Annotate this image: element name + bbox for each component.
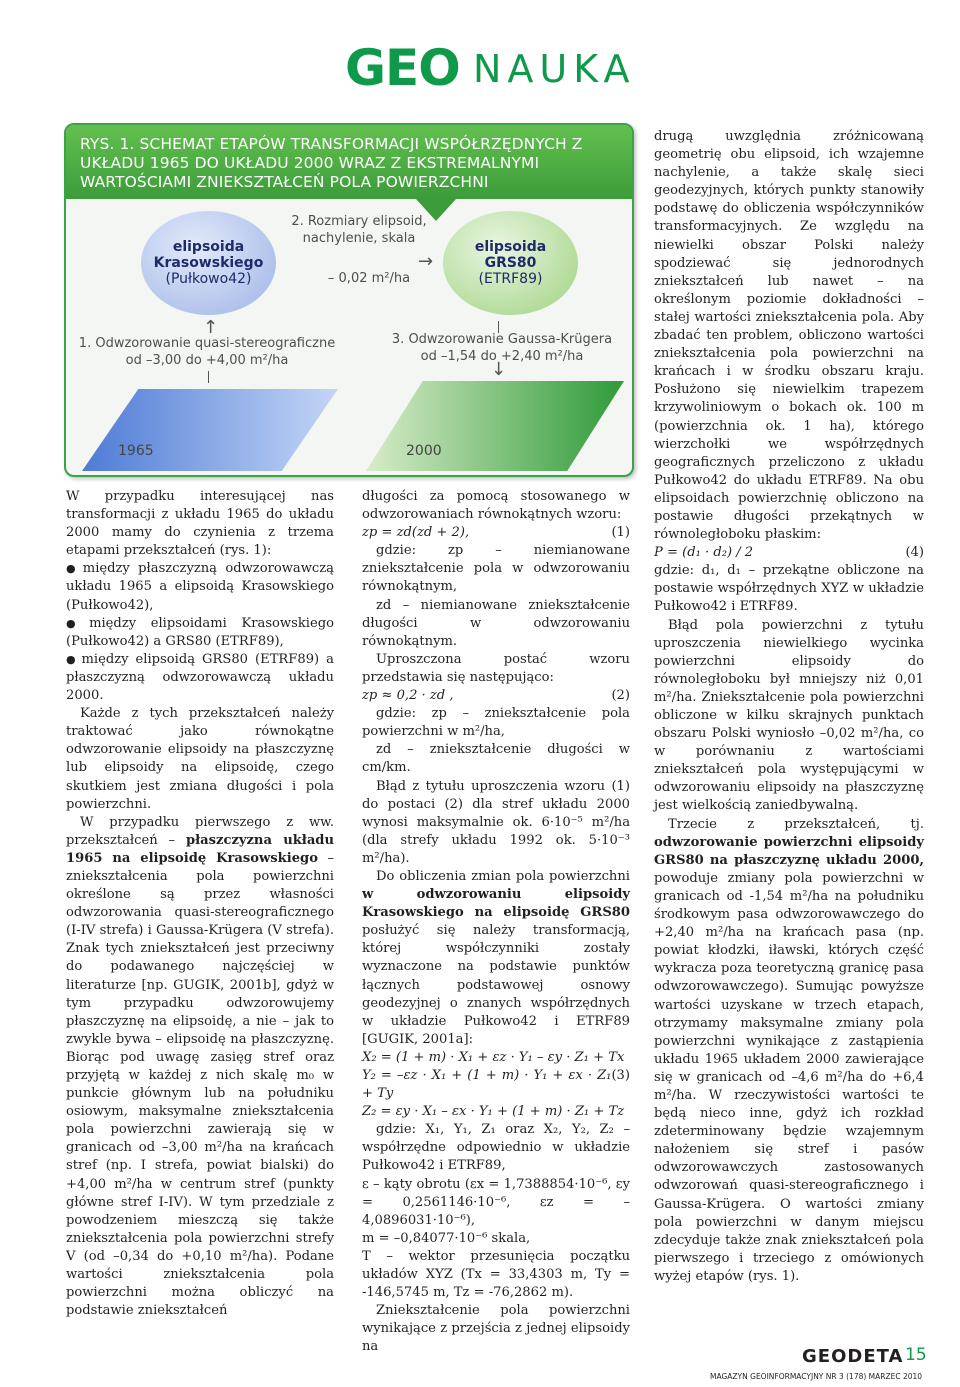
text-column-1 bbox=[66, 488, 334, 1320]
paragraph bbox=[654, 816, 924, 1286]
paragraph: W przypadku interesującej nas transformacji z układu 1965 do układu 2000 mamy do czynienia z trzema etapami przekształceń (rys. 1): bbox=[66, 489, 334, 559]
step2-line1: 2. Rozmiary elipsoid, bbox=[291, 214, 427, 229]
arrow-right-icon: → bbox=[418, 251, 434, 272]
step1-line1: 1. Odwzorowanie quasi-stereograficzne bbox=[78, 336, 336, 351]
bullet-text: między płaszczyzną odwzorowawczą układu 1965 a elipsoidą Krasowskiego (Pułkowo42), bbox=[66, 561, 334, 613]
plane-2000 bbox=[366, 381, 624, 471]
paragraph: Uproszczona postać wzoru przedstawia się następująco: bbox=[362, 651, 630, 685]
equation-number: (4) bbox=[905, 545, 924, 561]
footer-text: MAGAZYN GEOINFORMACYJNY NR 3 (178) MARZEC 2010 bbox=[710, 1372, 923, 1381]
figure-header bbox=[66, 125, 632, 199]
bullet-text: między elipsoidami Krasowskiego (Pułkowo42) a GRS80 (ETRF89), bbox=[66, 615, 334, 649]
logo-nauka: NAUKA bbox=[473, 47, 636, 91]
ellipsoid-right-line3: (ETRF89) bbox=[478, 271, 543, 287]
text-column-2 bbox=[362, 488, 630, 1357]
equation-4 bbox=[654, 544, 924, 562]
step2-line2: nachylenie, skala bbox=[302, 231, 416, 246]
ellipsoid-krasowski bbox=[141, 211, 276, 315]
step2-label bbox=[284, 213, 434, 247]
paragraph: m = –0,84077·10⁻⁶ skala, bbox=[362, 1230, 531, 1246]
equation-number: (2) bbox=[611, 688, 630, 704]
bold-run: płaszczyzna układu 1965 na elipsoidę Krasowskiego bbox=[66, 832, 334, 866]
paragraph: długości za pomocą stosowanego w odwzorowaniach równokątnych wzoru: bbox=[362, 489, 630, 523]
text-run: posłużyć się należy transformacją, której współczynniki zostały wyznaczone na podstawie punktów łącznych podstawowej osnowy geodezyjnej o znanych współrzędnych w układzie Pułkowo42 i ETRF89 [GUGIK, 2001a]: bbox=[362, 923, 630, 1047]
paragraph: gdzie: d₁, d₁ – przekątne obliczone na postawie współrzędnych XYZ w układzie Pułkowo42 i ETRF89. bbox=[654, 563, 924, 615]
equation-3c bbox=[362, 1103, 630, 1121]
bold-run: odwzorowanie powierzchni elipsoidy GRS80 na płaszczyznę układu 2000, bbox=[654, 834, 924, 868]
paragraph: zd – zniekształcenie długości w cm/km. bbox=[362, 742, 630, 776]
figure-box bbox=[64, 123, 634, 477]
equation-2 bbox=[362, 687, 630, 705]
text-run: – zniekształcenia pola powierzchni określone są przez własności odwzorowania quasi-stereograficznego (I-IV strefa) i Gaussa-Krügera (V strefa). Znak tych zniekształceń jest przeciwny do podawanego najczęściej w literaturze [np. GUGIK, 2001b], gdyż w tym przypadku odwzorowujemy płaszczyznę na elipsoidę, a nie – jak to zwykle bywa – elipsoidę na płaszczyznę. Biorąc pod uwagę zasięg stref oraz przyjętą w każdej z nich skalę m₀ w punkcie głównym lub na południku osiowym, maksymalne zniekształcenia pola powierzchni zawierają się w granicach od –3,00 m²/ha na krańcach stref (np. I strefa, powiat bialski) do +4,00 m²/ha w centrum stref (punkty główne stref I-IV). W tym przedziale z powodzeniem mieszczą się także zniekształcenia pola powierzchni strefy V (od –0,34 do +0,10 m²/ha). Podane wartości zniekształcenia pola powierzchni można obliczyć na podstawie zniekształceń bbox=[66, 850, 334, 1319]
ellipsoid-grs80 bbox=[443, 211, 578, 315]
geodeta-logo: GEODETA bbox=[802, 1346, 904, 1367]
plane-2000-label: 2000 bbox=[406, 443, 442, 459]
text-run: W przypadku pierwszego z ww. przekształceń – bbox=[66, 814, 334, 848]
paragraph: ε – kąty obrotu (εx = 1,7388854·10⁻⁶, εy = 0,2561146·10⁻⁶, εz = –4,0896031·10⁻⁶), bbox=[362, 1176, 630, 1228]
equation-text: P = (d₁ · d₂) / 2 bbox=[654, 545, 754, 561]
paragraph bbox=[66, 814, 334, 1321]
text-run: powoduje zmiany pola powierzchni w granicach od -1,54 m²/ha na południku środkowym pasa odwzorowawczego do +2,40 m²/ha na krańcach pasa (np. powiat kłodzki, iławski, których część wykracza poza teoretyczną granicę pasa odwzorowawczego). Sumując powyższe wartości uzyskane w trzech etapach, otrzymamy maksymalne zmiany pola powierzchni wynikające z zastąpienia układu 1965 układem 2000 zawierające się w granicach od –4,6 m²/ha do +6,4 m²/ha. W rzeczywistości wartości te będą nieco inne, gdyż ich rozkład zdeterminowany będzie wzajemnym nałożeniem się stref i pasów odwzorowawczych zastosowanych odwzorowań quasi-stereograficznego i Gaussa-Krügera. O wartości zmiany pola powierzchni w danym miejscu zdecyduje także znak zniekształceń pola pierwszego i trzeciego z omówionych wyżej etapów (rys. 1). bbox=[654, 870, 924, 1284]
equation-3b bbox=[362, 1067, 630, 1103]
paragraph: Każde z tych przekształceń należy traktować jako równokątne odwzorowanie elipsoidy na płaszczyznę lub elipsoidy na elipsoidę, czego skutkiem jest zmiana długości i pola powierzchni. bbox=[66, 706, 334, 812]
equation-number: (3) bbox=[611, 1068, 630, 1083]
text-column-3 bbox=[654, 128, 924, 1286]
equation-text: X₂ = (1 + m) · X₁ + εz · Y₁ – εy · Z₁ + Tx bbox=[362, 1049, 625, 1065]
step2-value: – 0,02 m²/ha bbox=[327, 271, 411, 286]
equation-text: zp ≈ 0,2 · zd , bbox=[362, 688, 454, 704]
paragraph: gdzie: zp – niemianowane zniekształcenie pola w odwzorowaniu równokątnym, bbox=[362, 543, 630, 595]
step3-line2: od –1,54 do +2,40 m²/ha bbox=[420, 349, 584, 364]
equation-number: (1) bbox=[611, 525, 630, 541]
connector-left bbox=[208, 371, 209, 383]
paragraph: T – wektor przesunięcia początku układów XYZ (Tx = 33,4303 m, Ty = -146,5745 m, Tz = -76,2862 m). bbox=[362, 1248, 630, 1301]
ellipsoid-left-line2: Krasowskiego bbox=[153, 255, 264, 271]
plane-1965-label: 1965 bbox=[118, 443, 154, 459]
arrow-down-icon: ↓ bbox=[491, 359, 507, 380]
equation-1 bbox=[362, 524, 630, 542]
ellipsoid-right-line2: GRS80 bbox=[484, 255, 537, 271]
step1-label bbox=[74, 335, 340, 369]
bullet-item bbox=[66, 615, 334, 651]
paragraph: Błąd pola powierzchni z tytułu uproszczenia niewielkiego wycinka powierzchni elipsoidy do równoległoboku był mniejszy niż 0,01 m²/ha. Zniekształcenie pola powierzchni obliczone w kilku skrajnych punktach obszaru Polski wyniosło –0,02 m²/ha, co w porównaniu z wartościami zniekształceń pola występującymi w odwzorowaniu elipsoidy na płaszczyznę jest wielkością zaniedbywalną. bbox=[654, 617, 924, 814]
equation-text: Y₂ = –εz · X₁ + (1 + m) · Y₁ + εx · Z₁ + Ty bbox=[362, 1068, 612, 1102]
equation-text: zp = zd(zd + 2), bbox=[362, 525, 470, 541]
step1-line2: od –3,00 do +4,00 m²/ha bbox=[125, 353, 289, 368]
geonauka-logo bbox=[345, 38, 655, 98]
bullet-text: między elipsoidą GRS80 (ETRF89) a płaszczyzną odwzorowawczą układu 2000. bbox=[66, 651, 334, 704]
paragraph: Zniekształcenie pola powierzchni wynikające z przejścia z jednej elipsoidy na bbox=[362, 1303, 630, 1355]
paragraph: Błąd z tytułu uproszczenia wzoru (1) do postaci (2) dla stref układu 2000 wynosi maksymalnie ok. 6·10⁻⁵ m²/ha (dla strefy układu 1992 ok. 5·10⁻³ m²/ha). bbox=[362, 778, 630, 866]
paragraph bbox=[362, 868, 630, 1049]
equation-3a bbox=[362, 1049, 630, 1067]
arrow-up-icon: ↑ bbox=[203, 317, 219, 338]
paragraph: zd – niemianowane zniekształcenie długości w odwzorowaniu równokątnym. bbox=[362, 597, 630, 649]
ellipsoid-right-line1: elipsoida bbox=[474, 239, 547, 255]
paragraph: gdzie: zp – zniekształcenie pola powierzchni w m²/ha, bbox=[362, 706, 630, 740]
text-run: Trzecie z przekształceń, tj. bbox=[668, 816, 924, 832]
bullet-item bbox=[66, 651, 334, 705]
step3-line1: 3. Odwzorowanie Gaussa-Krügera bbox=[391, 332, 613, 347]
paragraph: drugą uwzględnia zróżnicowaną geometrię obu elipsoid, ich wzajemne nachylenie, a także skalę sieci geodezyjnych, których punkty stanowiły podstawę do obliczenia współczynników transformacyjnych. Ze względu na niewielki obszar Polski należy spodziewać się jednorodnych zniekształceń lub nawet – na określonym poziomie dokładności – stałej wartości zniekształcenia pola. Aby zbadać ten problem, obliczono wartości zniekształcenia pola powierzchni na krańcach i w środku obszaru kraju. Posłużono się niewielkim trapezem krzywoliniowym o bokach ok. 100 m (powierzchnia ok. 1 ha), którego wierzchołki we współrzędnych geograficznych przeliczono z układu Pułkowo42 do układu ETRF89. Na obu elipsoidach powierzchnię obliczono na postawie długości przekątnych w równoległoboku płaskim: bbox=[654, 129, 924, 543]
text-run: Do obliczenia zmian pola powierzchni bbox=[376, 868, 630, 884]
bullet-item bbox=[66, 560, 334, 614]
ellipsoid-left-line3: (Pułkowo42) bbox=[165, 271, 252, 287]
logo-geo: GEO bbox=[345, 39, 460, 97]
figure-title: RYS. 1. SCHEMAT ETAPÓW TRANSFORMACJI WSPÓŁRZĘDNYCH Z UKŁADU 1965 DO UKŁADU 2000 WRAZ Z EKSTREMALNYMI WARTOŚCIAMI ZNIEKSZTAŁCEŃ POLA POWIERZCHNI bbox=[80, 135, 583, 191]
page-number: 15 bbox=[905, 1345, 927, 1365]
paragraph: gdzie: X₁, Y₁, Z₁ oraz X₂, Y₂, Z₂ – współrzędne odpowiednio w układzie Pułkowo42 i ETRF89, bbox=[362, 1122, 630, 1174]
equation-text: Z₂ = εy · X₁ – εx · Y₁ + (1 + m) · Z₁ + Tz bbox=[362, 1104, 625, 1120]
bold-run: w odwzorowaniu elipsoidy Krasowskiego na elipsoidę GRS80 bbox=[362, 887, 630, 921]
ellipsoid-left-line1: elipsoida bbox=[172, 239, 245, 255]
